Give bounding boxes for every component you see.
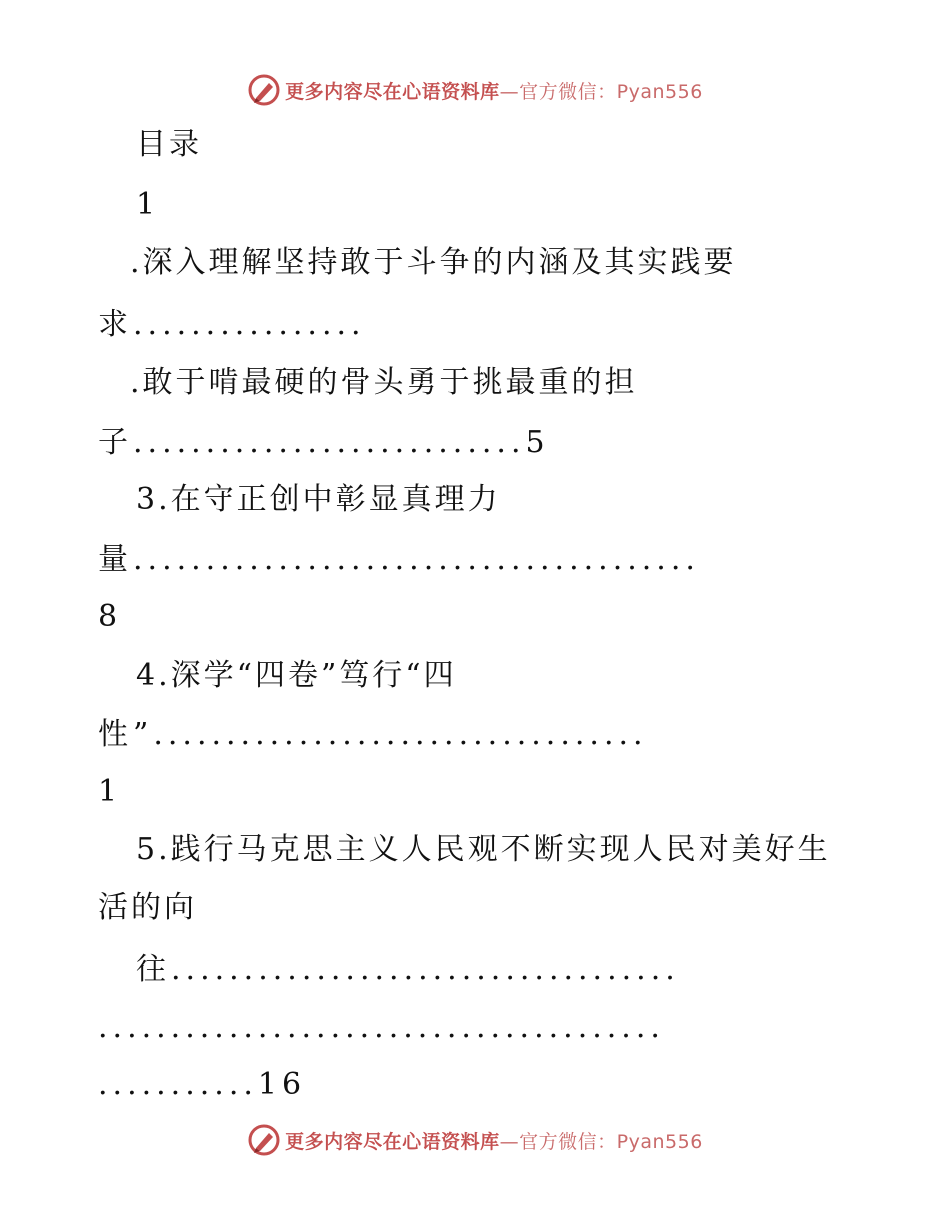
toc-line: 1 xyxy=(136,187,159,222)
toc-line: 1 xyxy=(98,774,121,809)
watermark-sub-text: —官方微信：Pyan556 xyxy=(499,1130,703,1153)
toc-title: 目录 xyxy=(136,127,202,162)
pen-logo-icon xyxy=(247,73,281,107)
toc-line: 求................ xyxy=(98,307,366,342)
toc-line: 往................................... xyxy=(136,952,680,987)
toc-line: 5.践行马克思主义人民观不断实现人民对美好生 xyxy=(136,832,831,867)
toc-line: .敢于啃最硬的骨头勇于挑最重的担 xyxy=(130,365,638,400)
pen-logo-icon xyxy=(247,1123,281,1157)
toc-line: 4.深学“四卷”笃行“四 xyxy=(136,658,457,693)
toc-line: 性”.................................. xyxy=(98,717,648,752)
toc-line: 量....................................... xyxy=(98,542,700,577)
watermark-main-text: 更多内容尽在心语资料库 xyxy=(285,1130,500,1153)
header-watermark xyxy=(0,70,950,110)
toc-line: .深入理解坚持敢于斗争的内涵及其实践要 xyxy=(130,245,737,280)
watermark-sub-text: —官方微信：Pyan556 xyxy=(499,80,703,103)
toc-line: 活的向 xyxy=(98,890,197,925)
toc-line: ...........16 xyxy=(98,1067,307,1102)
footer-watermark xyxy=(0,1120,950,1160)
toc-line: 8 xyxy=(98,599,121,634)
toc-line: ....................................... xyxy=(98,1010,665,1045)
toc-line: 子...........................5 xyxy=(98,425,550,460)
toc-line: 3.在守正创中彰显真理力 xyxy=(136,482,501,517)
watermark-main-text: 更多内容尽在心语资料库 xyxy=(285,80,500,103)
